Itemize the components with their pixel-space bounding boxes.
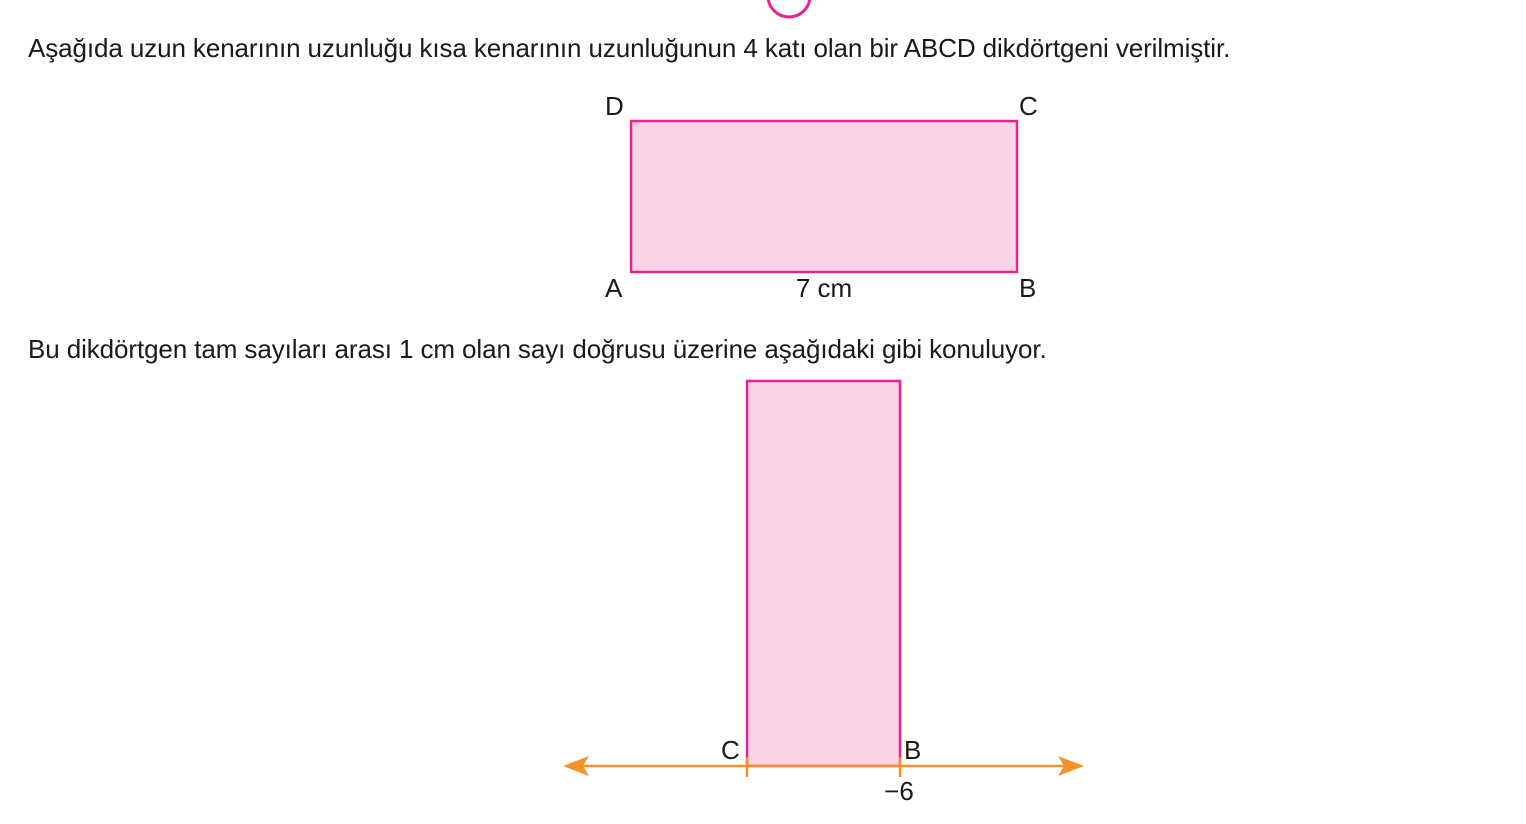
point-label-c: C: [721, 735, 740, 765]
number-line-figure: [563, 381, 1084, 806]
tick-value-label: −6: [884, 776, 914, 806]
vertex-label-c: C: [1019, 91, 1038, 121]
question-badge-fragment: [768, 0, 810, 17]
point-label-b: B: [904, 735, 922, 765]
placement-text: Bu dikdörtgen tam sayıları arası 1 cm olan sayı doğrusu üzerine aşağıdaki gibi konuluyor.: [28, 334, 1047, 364]
vertex-label-d: D: [605, 91, 624, 121]
standing-rectangle: [747, 381, 900, 766]
side-length-label: 7 cm: [795, 273, 853, 303]
vertex-label-a: A: [605, 273, 623, 303]
intro-text: Aşağıda uzun kenarının uzunluğu kısa kenarının uzunluğunun 4 katı olan bir ABCD dikdörtgeni verilmiştir.: [28, 33, 1231, 63]
rectangle-abcd: [605, 91, 1038, 303]
rectangle-shape: [631, 121, 1017, 272]
vertex-label-b: B: [1019, 273, 1037, 303]
